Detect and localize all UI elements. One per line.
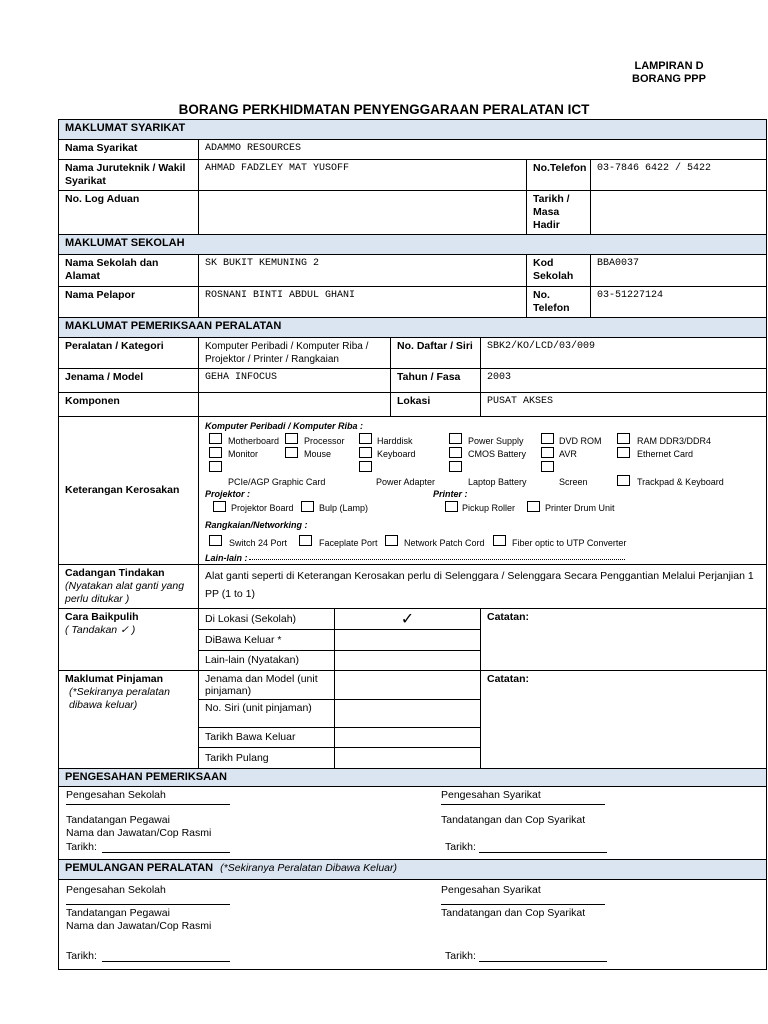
cadangan-note: (Nyatakan alat ganti yang perlu ditukar ) — [65, 580, 185, 605]
ram-label: RAM DDR3/DDR4 — [637, 436, 712, 446]
ram-checkbox[interactable] — [617, 433, 630, 444]
document-reference — [632, 60, 706, 86]
pemulangan-nama-label: Nama dan Jawatan/Cop Rasmi — [66, 920, 212, 932]
bulp-checkbox[interactable] — [301, 501, 314, 512]
no-telefon-field[interactable]: 03-7846 6422 / 5422 — [591, 160, 767, 191]
dvd-rom-checkbox[interactable] — [541, 433, 554, 444]
nama-jawatan-label: Nama dan Jawatan/Cop Rasmi — [66, 827, 212, 839]
lampiran-label: LAMPIRAN D — [634, 60, 704, 72]
pemulangan-tarikh-syarikat-label: Tarikh: — [445, 950, 476, 962]
trackpad-checkbox[interactable] — [617, 475, 630, 486]
baikpulih-catatan[interactable]: Catatan: — [481, 609, 767, 671]
nama-syarikat-label: Nama Syarikat — [59, 140, 199, 160]
processor-label: Processor — [304, 436, 345, 446]
mouse-checkbox[interactable] — [285, 447, 298, 458]
nama-pelapor-field[interactable]: ROSNANI BINTI ABDUL GHANI — [199, 287, 527, 318]
no-log-aduan-label: No. Log Aduan — [59, 191, 199, 235]
avr-checkbox[interactable] — [541, 447, 554, 458]
pemulangan-tarikh-syarikat-line[interactable] — [479, 961, 607, 962]
screen-label: Screen — [559, 477, 588, 487]
trackpad-label: Trackpad & Keyboard — [637, 477, 724, 487]
tarikh-syarikat-label: Tarikh: — [445, 841, 476, 853]
pemulangan-title: PEMULANGAN PERALATAN — [65, 862, 214, 874]
tarikh-bawa-label: Tarikh Bawa Keluar — [199, 728, 335, 748]
no-siri-pinjaman-label: No. Siri (unit pinjaman) — [199, 700, 335, 728]
tarikh-syarikat-line[interactable] — [479, 852, 607, 853]
power-adapter-checkbox[interactable] — [359, 461, 372, 472]
kerosakan-label: Keterangan Kerosakan — [59, 417, 199, 565]
pemulangan-sekolah-line[interactable] — [66, 904, 230, 905]
switch-label: Switch 24 Port — [229, 538, 288, 548]
pemulangan-syarikat-line[interactable] — [441, 904, 605, 905]
keyboard-checkbox[interactable] — [359, 447, 372, 458]
section-syarikat: MAKLUMAT SYARIKAT — [59, 120, 767, 140]
pcie-checkbox[interactable] — [209, 461, 222, 472]
komputer-heading: Komputer Peribadi / Komputer Riba : — [205, 421, 364, 431]
tarikh-masa-field[interactable] — [591, 191, 767, 235]
borang-label: BORANG PPP — [632, 73, 706, 85]
motherboard-checkbox[interactable] — [209, 433, 222, 444]
avr-label: AVR — [559, 449, 577, 459]
monitor-label: Monitor — [228, 449, 259, 459]
lain-lain-nyatakan-label: Lain-lain (Nyatakan) — [199, 651, 335, 671]
screen-checkbox[interactable] — [541, 461, 554, 472]
pemulangan-cop-label: Tandatangan dan Cop Syarikat — [441, 907, 586, 919]
sekolah-telefon-label: No. Telefon — [527, 287, 591, 318]
lain-lain-heading: Lain-lain : — [205, 553, 248, 563]
no-log-aduan-field[interactable] — [199, 191, 527, 235]
monitor-checkbox[interactable] — [209, 447, 222, 458]
lain-lain-line[interactable] — [249, 556, 625, 560]
pinjaman-cell — [59, 671, 199, 769]
kategori-field[interactable]: Komputer Peribadi / Komputer Riba / Projektor / Printer / Rangkaian — [199, 338, 391, 369]
fiber-label: Fiber optic to UTP Converter — [512, 538, 627, 548]
pickup-roller-label: Pickup Roller — [462, 503, 516, 513]
dvd-rom-label: DVD ROM — [559, 436, 602, 446]
tarikh-sekolah-line[interactable] — [102, 852, 230, 853]
bulp-label: Bulp (Lamp) — [319, 503, 369, 513]
no-telefon-label: No.Telefon — [527, 160, 591, 191]
mouse-label: Mouse — [304, 449, 332, 459]
no-siri-pinjaman-field[interactable] — [335, 700, 481, 728]
tandatangan-pegawai-label: Tandatangan Pegawai — [66, 814, 170, 826]
pinjaman-catatan[interactable]: Catatan: — [481, 671, 767, 769]
no-daftar-label: No. Daftar / Siri — [391, 338, 481, 369]
pinjaman-label: Maklumat Pinjaman — [65, 673, 164, 685]
fiber-checkbox[interactable] — [493, 535, 506, 546]
tarikh-sekolah-label: Tarikh: — [66, 841, 97, 853]
processor-checkbox[interactable] — [285, 433, 298, 444]
pemulangan-sekolah-label: Pengesahan Sekolah — [66, 884, 166, 896]
no-daftar-field[interactable]: SBK2/KO/LCD/03/009 — [481, 338, 767, 369]
lokasi-field[interactable]: PUSAT AKSES — [481, 393, 767, 417]
tarikh-bawa-field[interactable] — [335, 728, 481, 748]
dibawa-keluar-label: DiBawa Keluar * — [199, 630, 335, 651]
cadangan-field[interactable]: Alat ganti seperti di Keterangan Kerosakan perlu di Selenggara / Selenggara Secara Penggantian Melalui Perjanjian 1 PP (1 to 1) — [199, 565, 767, 609]
komponen-field[interactable] — [199, 393, 391, 417]
motherboard-label: Motherboard — [228, 436, 280, 446]
sekolah-telefon-field[interactable]: 03-51227124 — [591, 287, 767, 318]
section-sekolah: MAKLUMAT SEKOLAH — [59, 235, 767, 255]
keyboard-label: Keyboard — [377, 449, 416, 459]
pemulangan-pegawai-label: Tandatangan Pegawai — [66, 907, 170, 919]
ethernet-label: Ethernet Card — [637, 449, 694, 459]
projektor-heading: Projektor : — [205, 489, 251, 499]
pengesahan-sekolah-line[interactable] — [66, 804, 230, 805]
jenama-pinjaman-field[interactable] — [335, 671, 481, 700]
pcie-label: PCIe/AGP Graphic Card — [228, 477, 326, 487]
laptop-battery-checkbox[interactable] — [449, 461, 462, 472]
nama-sekolah-label: Nama Sekolah dan Alamat — [59, 255, 199, 287]
power-adapter-label: Power Adapter — [376, 477, 436, 487]
jenama-pinjaman-label: Jenama dan Model (unit pinjaman) — [199, 671, 335, 700]
faceplate-checkbox[interactable] — [299, 535, 312, 546]
pemulangan-tarikh-sekolah-label: Tarikh: — [66, 950, 97, 962]
switch-checkbox[interactable] — [209, 535, 222, 546]
cadangan-cell — [59, 565, 199, 609]
pengesahan-syarikat-label: Pengesahan Syarikat — [441, 789, 541, 801]
pemulangan-tarikh-sekolah-line[interactable] — [102, 961, 230, 962]
section-pengesahan: PENGESAHAN PEMERIKSAAN — [59, 769, 767, 787]
section-pemeriksaan: MAKLUMAT PEMERIKSAAN PERALATAN — [59, 318, 767, 338]
jenama-model-label: Jenama / Model — [59, 369, 199, 393]
pemulangan-note: (*Sekiranya Peralatan Dibawa Keluar) — [220, 862, 397, 874]
patch-cord-label: Network Patch Cord — [404, 538, 485, 548]
tahun-fasa-label: Tahun / Fasa — [391, 369, 481, 393]
baikpulih-label: Cara Baikpulih — [65, 611, 139, 623]
dibawa-keluar-mark-cell[interactable] — [335, 630, 481, 651]
kerosakan-checklist — [199, 417, 767, 565]
juruteknik-field[interactable]: AHMAD FADZLEY MAT YUSOFF — [199, 160, 527, 191]
projektor-board-label: Projektor Board — [231, 503, 294, 513]
lain-lain-mark-cell[interactable] — [335, 651, 481, 671]
pemulangan-block — [59, 880, 767, 970]
pengesahan-syarikat-line[interactable] — [441, 804, 605, 805]
baikpulih-note: ( Tandakan ✓ ) — [65, 624, 136, 636]
faceplate-label: Faceplate Port — [319, 538, 378, 548]
pengesahan-sekolah-label: Pengesahan Sekolah — [66, 789, 166, 801]
lokasi-label: Lokasi — [391, 393, 481, 417]
printer-heading: Printer : — [433, 489, 468, 499]
patch-cord-checkbox[interactable] — [385, 535, 398, 546]
section-pemulangan — [59, 860, 767, 880]
cmos-checkbox[interactable] — [449, 447, 462, 458]
laptop-battery-label: Laptop Battery — [468, 477, 527, 487]
kategori-label: Peralatan / Kategori — [59, 338, 199, 369]
projektor-board-checkbox[interactable] — [213, 501, 226, 512]
jenama-model-field[interactable]: GEHA INFOCUS — [199, 369, 391, 393]
pickup-roller-checkbox[interactable] — [445, 501, 458, 512]
power-supply-checkbox[interactable] — [449, 433, 462, 444]
tarikh-pulang-label: Tarikh Pulang — [199, 748, 335, 769]
nama-syarikat-field[interactable]: ADAMMO RESOURCES — [199, 140, 767, 160]
tarikh-masa-label: Tarikh / Masa Hadir — [527, 191, 591, 235]
ethernet-checkbox[interactable] — [617, 447, 630, 458]
form-title: BORANG PERKHIDMATAN PENYENGGARAAN PERALATAN ICT — [178, 102, 590, 117]
drum-unit-label: Printer Drum Unit — [545, 503, 615, 513]
ict-maintenance-form — [58, 119, 767, 970]
tarikh-pulang-field[interactable] — [335, 748, 481, 769]
cmos-label: CMOS Battery — [468, 449, 527, 459]
di-lokasi-label: Di Lokasi (Sekolah) — [199, 609, 335, 630]
juruteknik-label: Nama Juruteknik / Wakil Syarikat — [59, 160, 199, 191]
nama-pelapor-label: Nama Pelapor — [59, 287, 199, 318]
pinjaman-note: (*Sekiranya peralatan dibawa keluar) — [69, 686, 170, 711]
cadangan-label: Cadangan Tindakan — [65, 567, 165, 579]
baikpulih-cell — [59, 609, 199, 671]
harddisk-checkbox[interactable] — [359, 433, 372, 444]
pengesahan-block — [59, 787, 767, 860]
komponen-label: Komponen — [59, 393, 199, 417]
power-supply-label: Power Supply — [468, 436, 524, 446]
kod-sekolah-field[interactable]: BBA0037 — [591, 255, 767, 287]
tahun-fasa-field[interactable]: 2003 — [481, 369, 767, 393]
harddisk-label: Harddisk — [377, 436, 413, 446]
drum-unit-checkbox[interactable] — [527, 501, 540, 512]
di-lokasi-checkmark[interactable]: ✓ — [335, 609, 481, 630]
rangkaian-heading: Rangkaian/Networking : — [205, 520, 308, 530]
tandatangan-cop-label: Tandatangan dan Cop Syarikat — [441, 814, 586, 826]
nama-sekolah-field[interactable]: SK BUKIT KEMUNING 2 — [199, 255, 527, 287]
pemulangan-syarikat-label: Pengesahan Syarikat — [441, 884, 541, 896]
kod-sekolah-label: Kod Sekolah — [527, 255, 591, 287]
